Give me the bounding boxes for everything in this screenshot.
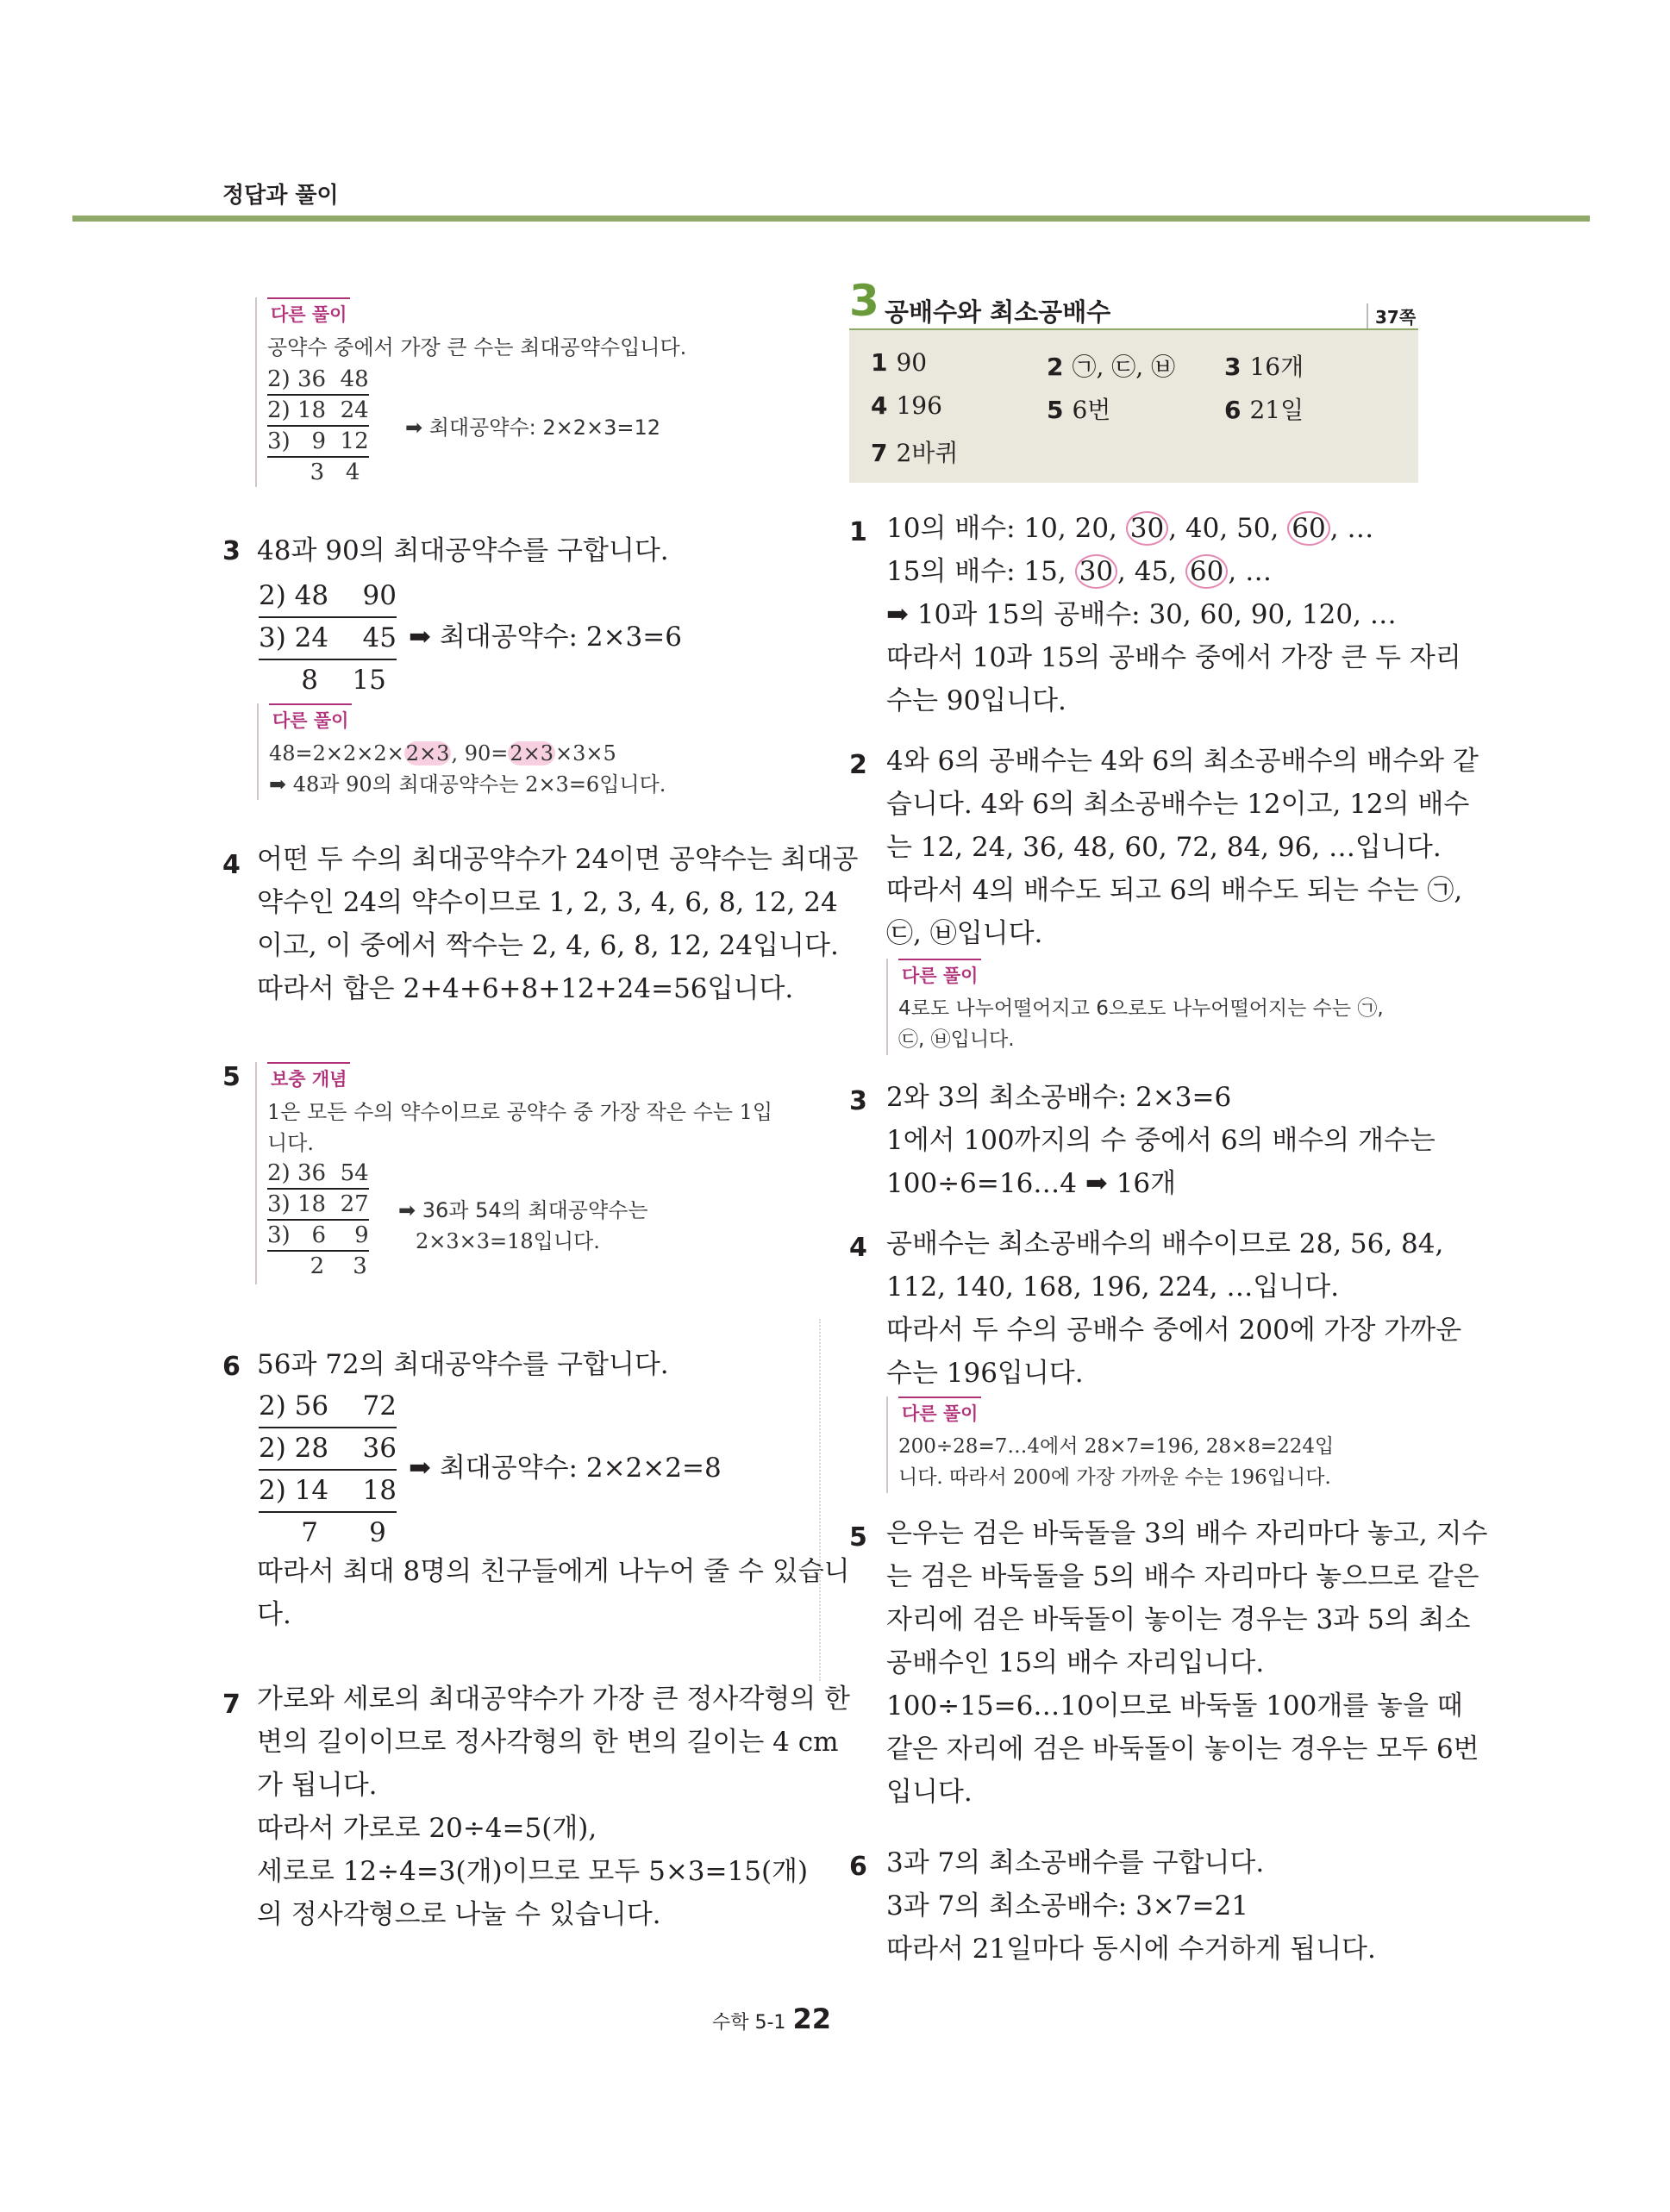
q6-result: ➡ 최대공약수: 2×2×2=8	[409, 1453, 722, 1484]
q5-result: ➡ 36과 54의 최대공약수는	[398, 1198, 648, 1222]
answer-number: 3	[1224, 353, 1242, 381]
question-number: 4	[222, 850, 241, 880]
text-line: 공배수는 최소공배수의 배수이므로 28, 56, 84,	[886, 1228, 1444, 1259]
text-line: 니다. 따라서 200에 가장 가까운 수는 196입니다.	[898, 1466, 1331, 1489]
text-line: 1은 모든 수의 약수이므로 공약수 중 가장 작은 수는 1입	[267, 1100, 773, 1124]
circled-number: 60	[1185, 554, 1228, 589]
answer-item	[1047, 391, 1110, 426]
text-line: 는 12, 24, 36, 48, 60, 72, 84, 96, …입니다.	[886, 832, 1442, 863]
text-line: 가 됩니다.	[257, 1770, 378, 1801]
ladder-row: 2) 28 36	[259, 1428, 397, 1471]
ladder-row: 2 3	[267, 1253, 367, 1279]
rq6-text	[886, 1841, 1376, 1971]
q4-text	[257, 838, 859, 1010]
rq3-text	[886, 1076, 1435, 1205]
text-line: 100÷6=16…4 ➡ 16개	[886, 1168, 1177, 1199]
ladder-row: 3) 9 12	[267, 427, 369, 458]
text-part: , 45,	[1117, 556, 1185, 587]
question-number: 6	[849, 1852, 867, 1882]
rq1-text	[886, 507, 1461, 722]
answer-number: 6	[1224, 396, 1242, 424]
text-line: 세로로 12÷4=3(개)이므로 모두 5×3=15(개)	[257, 1856, 809, 1887]
alt-solution-label: 다른 풀이	[898, 1397, 981, 1429]
q6-ladder	[259, 1386, 397, 1553]
ladder-row: 3) 24 45	[259, 618, 397, 660]
text-line: 200÷28=7…4에서 28×7=196, 28×8=224입	[898, 1435, 1335, 1458]
question-number: 5	[849, 1522, 867, 1553]
answer-value: 2바퀴	[896, 439, 959, 467]
q7-text	[257, 1678, 850, 1936]
q3-result: ➡ 최대공약수: 2×3=6	[409, 622, 682, 653]
text-line	[886, 550, 1461, 593]
text-line: 따라서 두 수의 공배수 중에서 200에 가장 가까운	[886, 1315, 1462, 1346]
alt-text: , 90=	[451, 741, 509, 765]
text-line: ㉢, ㉥입니다.	[886, 918, 1043, 949]
answer-item	[871, 348, 927, 377]
text-line: ㉢, ㉥입니다.	[898, 1028, 1015, 1051]
ladder-row: 2) 18 24	[267, 396, 369, 427]
question-number: 1	[849, 517, 867, 547]
text-line: 2와 3의 최소공배수: 2×3=6	[886, 1082, 1232, 1113]
text-line: 따라서 합은 2+4+6+8+12+24=56입니다.	[257, 973, 794, 1004]
footer-subject: 수학 5-1	[712, 2012, 786, 2034]
ladder-row: 8 15	[259, 665, 386, 696]
page-number: 22	[792, 2003, 831, 2035]
text-line: 약수인 24의 약수이므로 1, 2, 3, 4, 6, 8, 12, 24	[257, 887, 838, 918]
question-number: 4	[849, 1233, 867, 1263]
answer-number: 5	[1047, 396, 1064, 424]
highlight: 2×3	[510, 741, 554, 765]
alt-solution-label: 다른 풀이	[898, 959, 981, 991]
question-number: 3	[849, 1086, 867, 1116]
text-line: 같은 자리에 검은 바둑돌이 놓이는 경우는 모두 6번	[886, 1734, 1479, 1765]
text-line: ➡ 10과 15의 공배수: 30, 60, 90, 120, …	[886, 599, 1397, 630]
ladder-row: 7 9	[259, 1517, 386, 1548]
text-part: , …	[1329, 513, 1374, 544]
q3-alt-line1	[269, 738, 666, 769]
question-number: 2	[849, 750, 867, 780]
rq4-alt-solution	[886, 1397, 1334, 1493]
answer-item	[1224, 348, 1304, 383]
text-part: 10의 배수: 10, 20,	[886, 513, 1126, 544]
header-divider	[72, 216, 1590, 222]
question-number: 7	[222, 1690, 241, 1720]
text-line: 공배수인 15의 배수 자리입니다.	[886, 1647, 1265, 1678]
answer-item	[871, 434, 958, 469]
text-part: , 40, 50,	[1168, 513, 1288, 544]
column-divider	[819, 1319, 821, 1681]
text-line: 4와 6의 공배수는 4와 6의 최소공배수의 배수와 같	[886, 746, 1479, 777]
text-line: 수는 90입니다.	[886, 685, 1066, 716]
answer-value: 21일	[1249, 396, 1304, 424]
answer-number: 7	[871, 439, 888, 467]
alt-text: ×3×5	[555, 741, 616, 765]
text-line: 3과 7의 최소공배수: 3×7=21	[886, 1890, 1248, 1921]
q3-alt-line2: ➡ 48과 90의 최대공약수는 2×3=6입니다.	[269, 772, 666, 797]
question-number: 6	[222, 1352, 241, 1382]
answer-number: 2	[1047, 353, 1064, 381]
ladder-row: 3 4	[267, 459, 360, 485]
answer-item	[1224, 391, 1304, 426]
text-line: 는 검은 바둑돌을 5의 배수 자리마다 놓으므로 같은	[886, 1561, 1479, 1592]
q3-ladder	[259, 576, 397, 701]
q6-conclusion	[257, 1550, 850, 1636]
question-number: 5	[222, 1062, 241, 1092]
ladder-row: 2) 36 48	[267, 365, 369, 396]
text-line: 따라서 21일마다 동시에 수거하게 됩니다.	[886, 1934, 1376, 1965]
answer-value: 90	[896, 348, 928, 377]
circled-number: 60	[1287, 511, 1329, 546]
alt-solution-label: 다른 풀이	[267, 297, 350, 330]
text-line: 입니다.	[886, 1777, 973, 1808]
answer-value: 196	[896, 391, 942, 420]
text-line: 수는 196입니다.	[886, 1358, 1084, 1389]
rq2-text	[886, 740, 1479, 955]
text-line: 가로와 세로의 최대공약수가 가장 큰 정사각형의 한	[257, 1684, 850, 1715]
text-line: 어떤 두 수의 최대공약수가 24이면 공약수는 최대공	[257, 844, 859, 875]
text-line: 의 정사각형으로 나눌 수 있습니다.	[257, 1899, 661, 1930]
text-line: 다.	[257, 1599, 291, 1630]
answer-value: 6번	[1072, 396, 1111, 424]
circled-number: 30	[1075, 554, 1117, 589]
text-line: 따라서 최대 8명의 친구들에게 나누어 줄 수 있습니	[257, 1556, 850, 1587]
ladder-row: 2) 48 90	[259, 576, 397, 618]
ladder-row: 2) 36 54	[267, 1159, 369, 1190]
section-page-ref: 37쪽	[1367, 303, 1416, 328]
text-line: 3과 7의 최소공배수를 구합니다.	[886, 1847, 1265, 1878]
answer-item	[1047, 348, 1175, 383]
text-line: 따라서 4의 배수도 되고 6의 배수도 되는 수는 ㉠,	[886, 875, 1463, 906]
text-part: 15의 배수: 15,	[886, 556, 1075, 587]
text-line: 따라서 가로로 20÷4=5(개),	[257, 1813, 597, 1844]
section-number: 3	[849, 276, 879, 326]
rq5-text	[886, 1512, 1487, 1814]
text-line: 100÷15=6…10이므로 바둑돌 100개를 놓을 때	[886, 1690, 1463, 1721]
q3-alt-solution	[257, 703, 666, 800]
text-line: 은우는 검은 바둑돌을 3의 배수 자리마다 놓고, 지수	[886, 1518, 1488, 1549]
text-line: 니다.	[267, 1131, 314, 1155]
text-line: 변의 길이이므로 정사각형의 한 변의 길이는 4 cm	[257, 1727, 839, 1758]
text-line	[886, 507, 1461, 550]
text-line: 112, 140, 168, 196, 224, …입니다.	[886, 1272, 1340, 1303]
alt-text: 48=2×2×2×	[269, 741, 404, 765]
answer-value: ㉠, ㉢, ㉥	[1072, 353, 1176, 381]
circled-number: 30	[1126, 511, 1168, 546]
alt-solution-text: 공약수 중에서 가장 큰 수는 최대공약수입니다.	[267, 335, 687, 359]
text-line: 따라서 10과 15의 공배수 중에서 가장 큰 두 자리	[886, 642, 1461, 673]
text-part: , …	[1228, 556, 1273, 587]
q3-text: 48과 90의 최대공약수를 구합니다.	[257, 535, 669, 566]
answer-value: 16개	[1249, 353, 1304, 381]
alt-solution-label: 다른 풀이	[269, 703, 352, 736]
text-line: 1에서 100까지의 수 중에서 6의 배수의 개수는	[886, 1125, 1435, 1156]
highlight: 2×3	[405, 741, 450, 765]
text-line: 습니다. 4와 6의 최소공배수는 12이고, 12의 배수	[886, 789, 1470, 820]
answer-number: 1	[871, 348, 888, 377]
supplement-label: 보충 개념	[267, 1062, 350, 1095]
ladder-row: 2) 14 18	[259, 1471, 397, 1513]
answer-number: 4	[871, 391, 888, 420]
text-line: 이고, 이 중에서 짝수는 2, 4, 6, 8, 12, 24입니다.	[257, 930, 839, 961]
rq2-alt-solution	[886, 959, 1384, 1055]
q6-text: 56과 72의 최대공약수를 구합니다.	[257, 1349, 669, 1380]
question-number: 3	[222, 536, 241, 566]
answer-item	[871, 391, 942, 420]
section-title: 공배수와 최소공배수	[885, 297, 1111, 327]
alt-solution-top	[255, 297, 686, 487]
ladder-row: 2) 56 72	[259, 1386, 397, 1428]
text-line: 4로도 나누어떨어지고 6으로도 나누어떨어지는 수는 ㉠,	[898, 997, 1384, 1020]
q5-result: 2×3×3=18입니다.	[416, 1229, 600, 1253]
alt-solution-result: ➡ 최대공약수: 2×2×3=12	[405, 416, 661, 440]
text-line: 자리에 검은 바둑돌이 놓이는 경우는 3과 5의 최소	[886, 1604, 1471, 1635]
header-title: 정답과 풀이	[222, 183, 339, 209]
page-footer	[712, 2003, 831, 2035]
ladder-row: 3) 18 27	[267, 1190, 369, 1221]
rq4-text	[886, 1222, 1461, 1395]
ladder-row: 3) 6 9	[267, 1221, 369, 1252]
